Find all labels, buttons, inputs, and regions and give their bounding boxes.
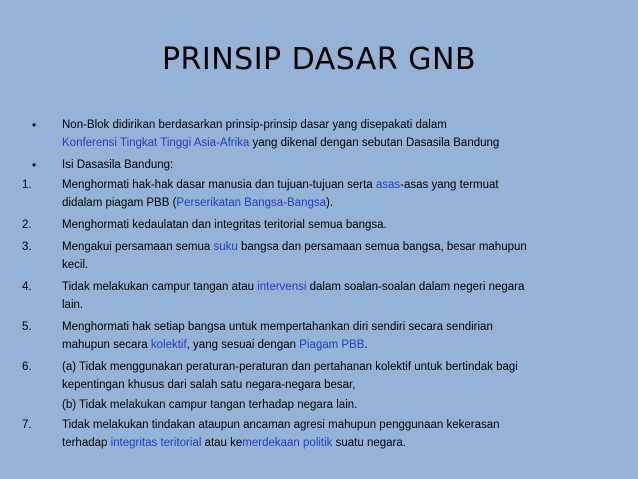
item-line xyxy=(62,156,618,174)
numbered-item xyxy=(22,278,618,314)
numbered-item xyxy=(22,216,618,234)
item-number: 3. xyxy=(22,241,32,253)
text-segment: (b) Tidak melakukan campur tangan terhadap negara lain. xyxy=(62,399,358,411)
text-segment: . xyxy=(364,339,368,351)
item-line xyxy=(62,296,618,314)
item-number: 1. xyxy=(22,179,32,191)
item-number: 5. xyxy=(22,321,32,333)
item-line xyxy=(62,194,618,212)
text-segment: Non-Blok didirikan berdasarkan prinsip-prinsip dasar yang disepakati dalam xyxy=(62,119,447,131)
text-segment: suatu negara. xyxy=(332,437,406,449)
item-number: 6. xyxy=(22,361,32,373)
slide-title: PRINSIP DASAR GNB xyxy=(161,42,477,77)
numbered-item xyxy=(22,358,618,414)
hyperlink[interactable]: intervensi xyxy=(257,281,307,293)
text-segment: Menghormati hak setiap bangsa untuk mempertahankan diri sendiri secara sendirian xyxy=(62,321,493,333)
item-line xyxy=(62,238,618,256)
hyperlink[interactable]: Piagam PBB xyxy=(299,339,365,351)
hyperlink[interactable]: Perserikatan Bangsa-Bangsa xyxy=(176,197,327,209)
item-line xyxy=(62,278,618,296)
text-segment: ). xyxy=(326,197,334,209)
item-line xyxy=(62,396,618,414)
text-segment: Mengakui persamaan semua xyxy=(62,241,214,253)
hyperlink[interactable]: suku xyxy=(213,241,238,253)
text-segment: Menghormati hak-hak dasar manusia dan tujuan-tujuan serta xyxy=(62,179,376,191)
hyperlink[interactable]: integritas teritorial xyxy=(110,437,202,449)
hyperlink[interactable]: merdekaan politik xyxy=(242,437,333,449)
item-line xyxy=(62,336,618,354)
item-line xyxy=(62,216,618,234)
item-line xyxy=(62,318,618,336)
hyperlink[interactable]: asas xyxy=(375,179,401,191)
bullet-marker: • xyxy=(32,158,37,172)
item-line xyxy=(62,416,618,434)
text-segment: yang dikenal dengan sebutan Dasasila Bandung xyxy=(249,137,500,149)
item-line xyxy=(62,134,618,152)
text-segment: -asas yang termuat xyxy=(400,179,499,191)
numbered-item xyxy=(22,176,618,212)
text-segment: lain. xyxy=(62,299,84,311)
item-line xyxy=(62,176,618,194)
text-segment: , yang sesuai dengan xyxy=(186,339,300,351)
numbered-item xyxy=(22,416,618,452)
text-segment: Isi Dasasila Bandung: xyxy=(62,159,174,171)
item-number: 2. xyxy=(22,219,32,231)
text-segment: kepentingan khusus dari salah satu negara-negara besar, xyxy=(62,379,356,391)
bullet-marker: • xyxy=(32,118,37,132)
item-line xyxy=(62,116,618,134)
item-line xyxy=(62,358,618,376)
text-segment: terhadap xyxy=(62,437,111,449)
numbered-item xyxy=(22,238,618,274)
text-segment: dalam soalan-soalan dalam negeri negara xyxy=(306,281,525,293)
text-segment: Tidak melakukan tindakan ataupun ancaman agresi mahupun penggunaan kekerasan xyxy=(62,419,500,431)
text-segment: bangsa dan persamaan semua bangsa, besar mahupun xyxy=(237,241,527,253)
item-number: 4. xyxy=(22,281,32,293)
item-line xyxy=(62,256,618,274)
text-segment: mahupun secara xyxy=(62,339,151,351)
bullet-item xyxy=(22,156,618,174)
content-list xyxy=(22,116,618,456)
item-number: 7. xyxy=(22,419,32,431)
hyperlink[interactable]: Konferensi Tingkat Tinggi Asia-Afrika xyxy=(62,137,250,149)
text-segment: atau ke xyxy=(201,437,243,449)
text-segment: Tidak melakukan campur tangan atau xyxy=(62,281,258,293)
text-segment: didalam piagam PBB ( xyxy=(62,197,177,209)
text-segment: kecil. xyxy=(62,259,89,271)
hyperlink[interactable]: kolektif xyxy=(150,339,187,351)
text-segment: (a) Tidak menggunakan peraturan-peraturan dan pertahanan kolektif untuk bertindak bagi xyxy=(62,361,518,373)
text-segment: Menghormati kedaulatan dan integritas teritorial semua bangsa. xyxy=(62,219,387,231)
item-line xyxy=(62,376,618,394)
item-line xyxy=(62,434,618,452)
bullet-item xyxy=(22,116,618,152)
numbered-item xyxy=(22,318,618,354)
